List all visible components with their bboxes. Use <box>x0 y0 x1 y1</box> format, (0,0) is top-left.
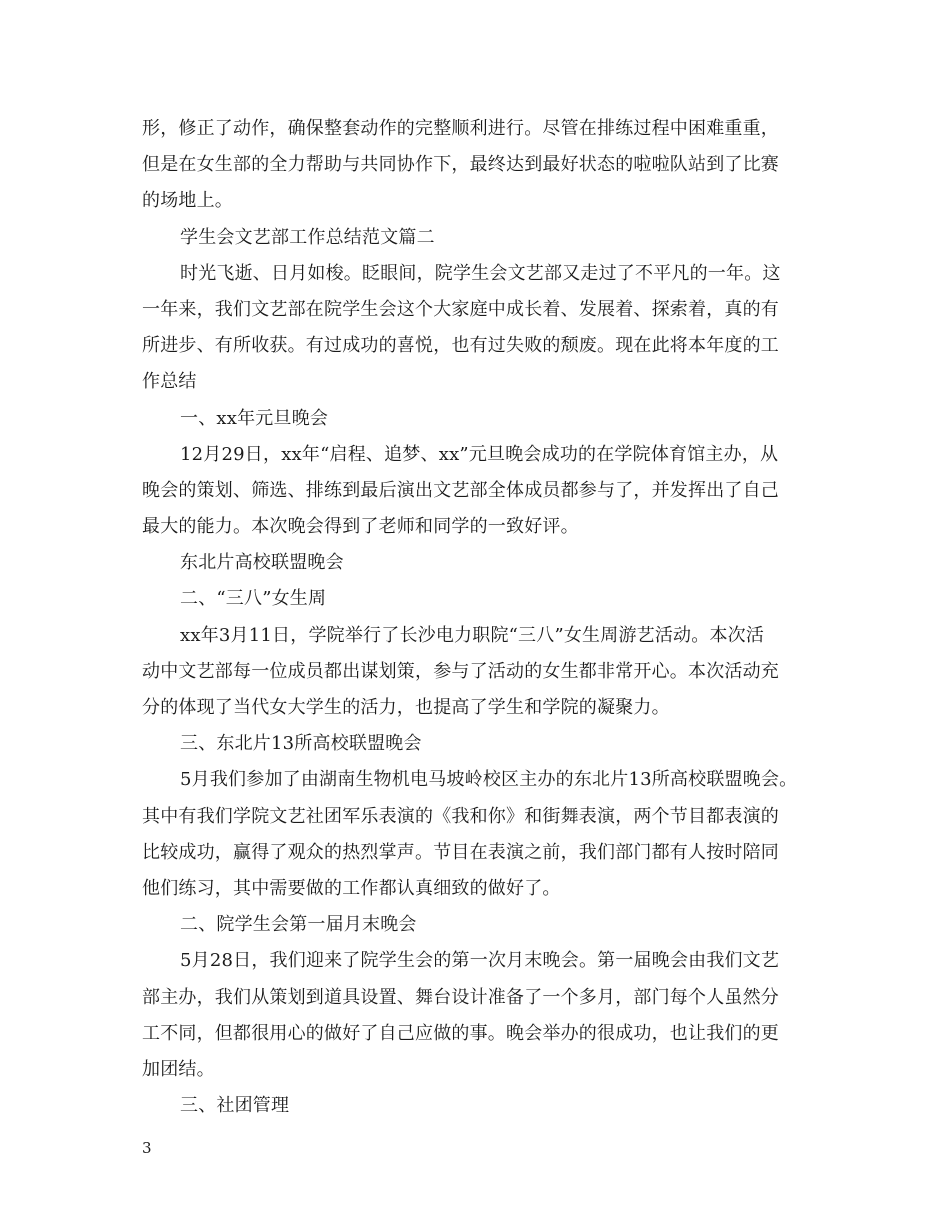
text-line: 二、“三八”女生周 <box>180 588 327 610</box>
text-line: 5月我们参加了由湖南生物机电马坡岭校区主办的东北片13所高校联盟晚会。 <box>180 769 798 791</box>
text-line: 一、xx年元旦晚会 <box>180 407 329 429</box>
text-line: 比较成功，赢得了观众的热烈掌声。节目在表演之前，我们部门都有人按时陪同 <box>142 841 779 863</box>
text-line: 东北片高校联盟晚会 <box>180 552 344 574</box>
text-line: 晚会的策划、筛选、排练到最后演出文艺部全体成员都参与了，并发挥出了自己 <box>142 479 779 501</box>
text-line: 学生会文艺部工作总结范文篇二 <box>180 226 435 248</box>
text-line: 12月29日，xx年“启程、追梦、xx”元旦晚会成功的在学院体育馆主办，从 <box>180 443 779 465</box>
text-line: 一年来，我们文艺部在院学生会这个大家庭中成长着、发展着、探索着，真的有 <box>142 298 779 320</box>
text-line: 形，修正了动作，确保整套动作的完整顺利进行。尽管在排练过程中困难重重， <box>142 118 779 139</box>
text-line: 他们练习，其中需要做的工作都认真细致的做好了。 <box>142 877 561 899</box>
page-number: 3 <box>142 1139 152 1157</box>
text-line: 二、院学生会第一届月末晚会 <box>180 914 417 936</box>
text-line: 的场地上。 <box>142 190 233 212</box>
text-line: 最大的能力。本次晚会得到了老师和同学的一致好评。 <box>142 516 579 538</box>
text-line: xx年3月11日，学院举行了长沙电力职院“三八”女生周游艺活动。本次活 <box>180 624 765 646</box>
document-body <box>142 111 812 1124</box>
text-line: 三、东北片13所高校联盟晚会 <box>180 733 422 755</box>
text-line: 其中有我们学院文艺社团军乐表演的《我和你》和街舞表演，两个节目都表演的 <box>142 805 779 827</box>
text-line: 分的体现了当代女大学生的活力，也提高了学生和学院的凝聚力。 <box>142 697 670 718</box>
text-line: 工不同，但都很用心的做好了自己应做的事。晚会举办的很成功，也让我们的更 <box>142 1022 779 1044</box>
text-line: 三、社团管理 <box>180 1095 290 1117</box>
text-line: 作总结 <box>142 371 197 393</box>
text-line: 时光飞逝、日月如梭。眨眼间，院学生会文艺部又走过了不平凡的一年。这 <box>180 262 781 284</box>
text-line: 动中文艺部每一位成员都出谋划策，参与了活动的女生都非常开心。本次活动充 <box>142 660 779 682</box>
text-line: 加团结。 <box>142 1058 215 1080</box>
text-line: 但是在女生部的全力帮助与共同协作下，最终达到最好状态的啦啦队站到了比赛 <box>142 154 779 176</box>
text-line: 所进步、有所收获。有过成功的喜悦，也有过失败的颓废。现在此将本年度的工 <box>142 335 779 357</box>
text-line: 5月28日，我们迎来了院学生会的第一次月末晚会。第一届晚会由我们文艺 <box>180 950 780 972</box>
text-line: 部主办，我们从策划到道具设置、舞台设计准备了一个多月，部门每个人虽然分 <box>142 986 779 1008</box>
